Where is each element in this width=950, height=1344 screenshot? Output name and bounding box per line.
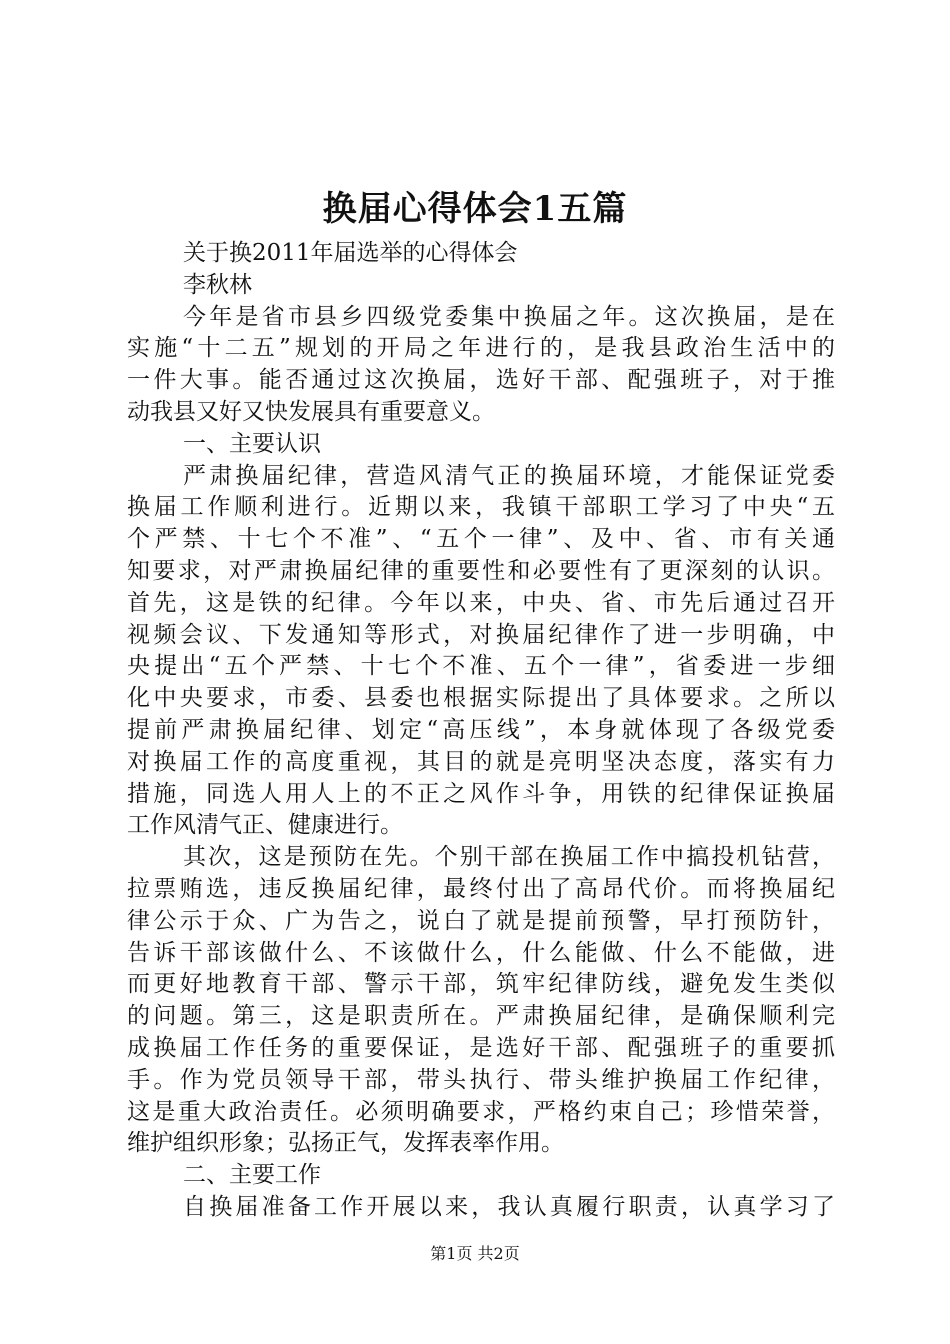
page-number-footer: 第1页 共2页: [430, 1244, 520, 1263]
body-text-line: 今年是省市县乡四级党委集中换届之年。这次换届，是在: [183, 303, 835, 330]
body-text-line: 实施“十二五”规划的开局之年进行的，是我县政治生活中的: [127, 335, 835, 362]
body-text-line: 首先，这是铁的纪律。今年以来，中央、省、市先后通过召开: [127, 589, 835, 616]
body-text-line: 提前严肃换届纪律、划定“高压线”，本身就体现了各级党委: [127, 716, 835, 743]
body-text-line: 换届工作顺利进行。近期以来，我镇干部职工学习了中央“五: [127, 494, 835, 521]
body-text-line: 关于换2011年届选举的心得体会: [183, 240, 518, 266]
body-text-line: 维护组织形象；弘扬正气，发挥表率作用。: [127, 1130, 564, 1157]
body-text-line: 动我县又好又快发展具有重要意义。: [127, 398, 495, 425]
body-text-line: 视频会议、下发通知等形式，对换届纪律作了进一步明确，中: [127, 621, 835, 648]
body-text-line: 李秋林: [183, 271, 252, 298]
body-text-line: 这是重大政治责任。必须明确要求，严格约束自己；珍惜荣誉，: [127, 1098, 835, 1125]
body-text-line: 一、主要认识: [183, 430, 321, 457]
body-text-line: 工作风清气正、健康进行。: [127, 812, 403, 839]
body-text-line: 严肃换届纪律，营造风清气正的换届环境，才能保证党委: [183, 462, 835, 489]
body-text-line: 知要求，对严肃换届纪律的重要性和必要性有了更深刻的认识。: [127, 557, 835, 584]
document-title: 换届心得体会1五篇: [322, 189, 628, 229]
body-text-line: 成换届工作任务的重要保证，是选好干部、配强班子的重要抓: [127, 1034, 835, 1061]
document-body: [127, 238, 835, 1224]
body-text-line: 拉票贿选，违反换届纪律，最终付出了高昂代价。而将换届纪: [127, 875, 835, 902]
body-text-line: 律公示于众、广为告之，说白了就是提前预警，早打预防针，: [127, 907, 835, 934]
body-text-line: 化中央要求，市委、县委也根据实际提出了具体要求。之所以: [127, 685, 835, 712]
body-text-line: 其次，这是预防在先。个别干部在换届工作中搞投机钻营，: [183, 844, 835, 871]
body-text-line: 央提出“五个严禁、十七个不准、五个一律”，省委进一步细: [127, 653, 835, 680]
body-text-line: 的问题。第三，这是职责所在。严肃换届纪律，是确保顺利完: [127, 1003, 835, 1030]
body-text-line: 二、主要工作: [183, 1162, 321, 1189]
body-text-line: 个严禁、十七个不准”、“五个一律”、及中、省、市有关通: [127, 526, 835, 553]
body-text-line: 而更好地教育干部、警示干部，筑牢纪律防线，避免发生类似: [127, 971, 835, 998]
body-text-line: 自换届准备工作开展以来，我认真履行职责，认真学习了: [183, 1193, 835, 1220]
body-text-line: 一件大事。能否通过这次换届，选好干部、配强班子，对于推: [127, 367, 835, 394]
body-text-line: 告诉干部该做什么、不该做什么，什么能做、什么不能做，进: [127, 939, 835, 966]
body-text-line: 措施，同选人用人上的不正之风作斗争，用铁的纪律保证换届: [127, 780, 835, 807]
body-text-line: 对换届工作的高度重视，其目的就是亮明坚决态度，落实有力: [127, 748, 835, 775]
body-text-line: 手。作为党员领导干部，带头执行、带头维护换届工作纪律，: [127, 1066, 835, 1093]
